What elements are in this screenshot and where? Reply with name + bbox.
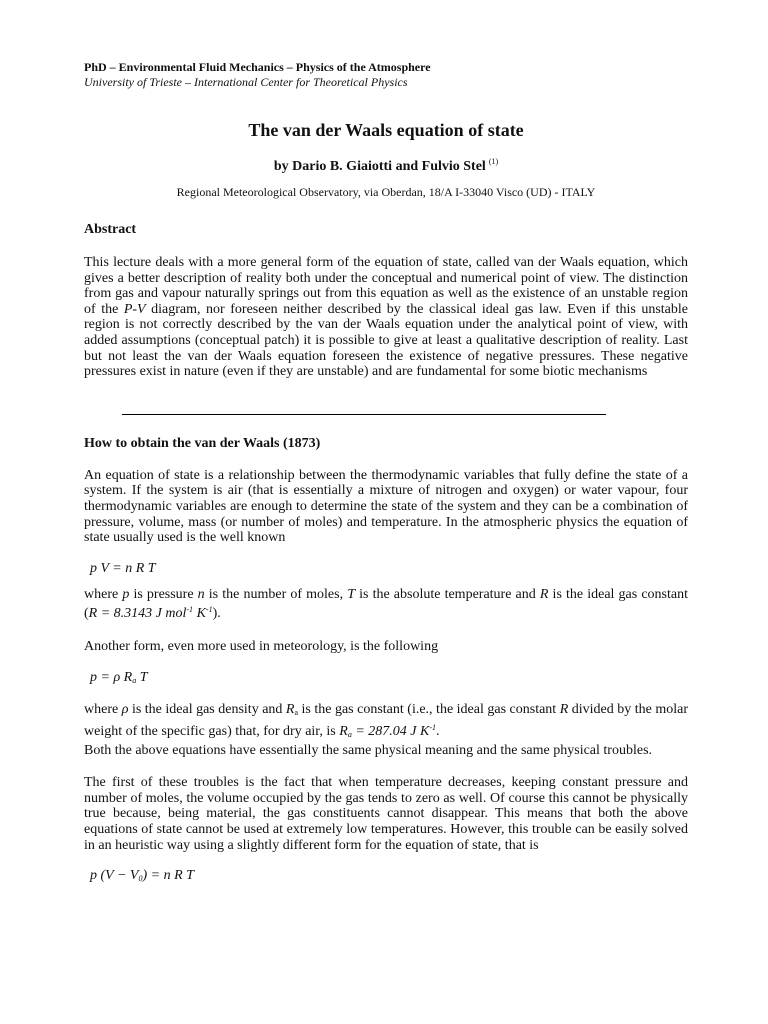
- dry-air-constant-exp: -1: [429, 723, 436, 733]
- eq2-tail: T: [136, 669, 148, 685]
- var-t: T: [347, 586, 355, 602]
- document-title: The van der Waals equation of state: [248, 120, 524, 140]
- eq3-main: p (V − V: [90, 868, 139, 884]
- p2-text-4: is the absolute temperature and: [355, 586, 540, 602]
- gas-constant-exp-2: -1: [205, 605, 213, 615]
- p4-text-1: where: [84, 701, 122, 717]
- p4-text-3: is the gas constant (i.e., the ideal gas constant: [298, 701, 560, 717]
- abstract-text-part-2: diagram, nor foreseen neither described by the classical ideal gas law. Even if this unstable region is not correctly described by the van der Waals equation under the analytical point of view, with added assumptions (conceptual patch) it is possible to give at least a qualitative description of reality. Last but not least the van der Waals equation foreseen the existence of negative pressures. These negative pressures exist in nature (even if they are unstable) and are fundamental for some biotic mechanisms: [84, 301, 689, 380]
- program-header: PhD – Environmental Fluid Mechanics – Physics of the Atmosphere: [84, 60, 431, 74]
- equation-density-form: [84, 670, 688, 689]
- var-n: n: [197, 586, 205, 602]
- eq3-tail: ) = n R T: [142, 868, 194, 884]
- paragraph-variables: [84, 587, 688, 622]
- var-ra: R: [285, 701, 295, 717]
- document-page: [84, 60, 688, 887]
- affiliation: Regional Meteorological Observatory, via Oberdan, 18/A I-33040 Visco (UD) - ITALY: [176, 185, 596, 199]
- dry-air-constant-lhs: R: [339, 724, 348, 740]
- paragraph-troubles: Both the above equations have essentially the same physical meaning and the same physical troubles.: [84, 742, 653, 758]
- eq2-subscript: a: [132, 675, 137, 685]
- p4-text-end: .: [435, 724, 440, 740]
- paragraph-another-form: Another form, even more used in meteorology, is the following: [84, 638, 439, 654]
- p2-text-end: ).: [212, 606, 221, 622]
- abstract-text: [84, 255, 688, 380]
- section-heading: How to obtain the van der Waals (1873): [84, 435, 321, 451]
- p2-text-3: is the number of moles,: [204, 586, 348, 602]
- authors-footnote-mark: (1): [488, 157, 499, 166]
- p4-text-4: divided by the molar weight of the specific gas) that, for dry air, is: [84, 701, 689, 740]
- pv-diagram-term: P-V: [123, 301, 146, 317]
- dry-air-constant-subscript: a: [347, 730, 352, 740]
- institution-header: University of Trieste – International Center for Theoretical Physics: [84, 75, 408, 89]
- p2-text-1: where: [84, 586, 123, 602]
- abstract-heading: Abstract: [84, 222, 137, 237]
- authors-line: [84, 153, 688, 175]
- paragraph-first-trouble: The first of these troubles is the fact that when temperature decreases, keeping constant pressure and number of moles, the volume occupied by the gas tends to zero as well. Of course this cannot be physically true because, being material, the gas constituents cannot disappear. This means that both the above equations of state cannot be used at extremely low temperatures. However, this trouble can be easily solved in an heuristic way using a slightly different form for the equation of state, that is: [84, 775, 688, 853]
- var-r-2: R: [559, 701, 569, 717]
- gas-constant-unit-k: K: [193, 606, 206, 622]
- abstract-text-part-1: This lecture deals with a more general form of the equation of state, called van der Waals equation, which gives a better description of reality both under the conceptual and numerical point of view. The distinction from gas and vapour naturally springs out from this equation as well as the existence of an unstable region of the: [84, 255, 688, 317]
- section-divider: [122, 414, 606, 415]
- gas-constant-exp-1: -1: [186, 605, 194, 615]
- paragraph-equation-of-state: An equation of state is a relationship between the thermodynamic variables that fully define the state of a system. If the system is air (that is essentially a mixture of nitrogen and oxygen) or water vapour, four thermodynamic variables are enough to determine the state of the system and they can be a combination of pressure, volume, mass (or number of moles) and temperature. In the atmospheric physics the equation of state usually used is the well known: [84, 467, 688, 546]
- p4-text-2: is the ideal gas density and: [128, 701, 286, 717]
- var-rho: ρ: [121, 701, 129, 717]
- equation-ideal-gas: p V = n R T: [90, 560, 156, 576]
- eq3-subscript: 0: [138, 874, 143, 884]
- paragraph-density: [84, 702, 688, 743]
- dry-air-constant-value: = 287.04 J K: [351, 724, 430, 740]
- eq2-main: p = ρ R: [90, 669, 133, 685]
- p2-text-2: is pressure: [129, 586, 198, 602]
- equation-covolume: [84, 868, 688, 887]
- var-r: R: [539, 586, 549, 602]
- var-ra-subscript: a: [294, 707, 299, 717]
- var-p: p: [122, 586, 130, 602]
- p2-text-5: is the ideal gas constant (: [84, 586, 688, 622]
- gas-constant-value: R = 8.3143 J mol: [88, 606, 187, 622]
- authors-names: by Dario B. Giaiotti and Fulvio Stel: [273, 159, 486, 174]
